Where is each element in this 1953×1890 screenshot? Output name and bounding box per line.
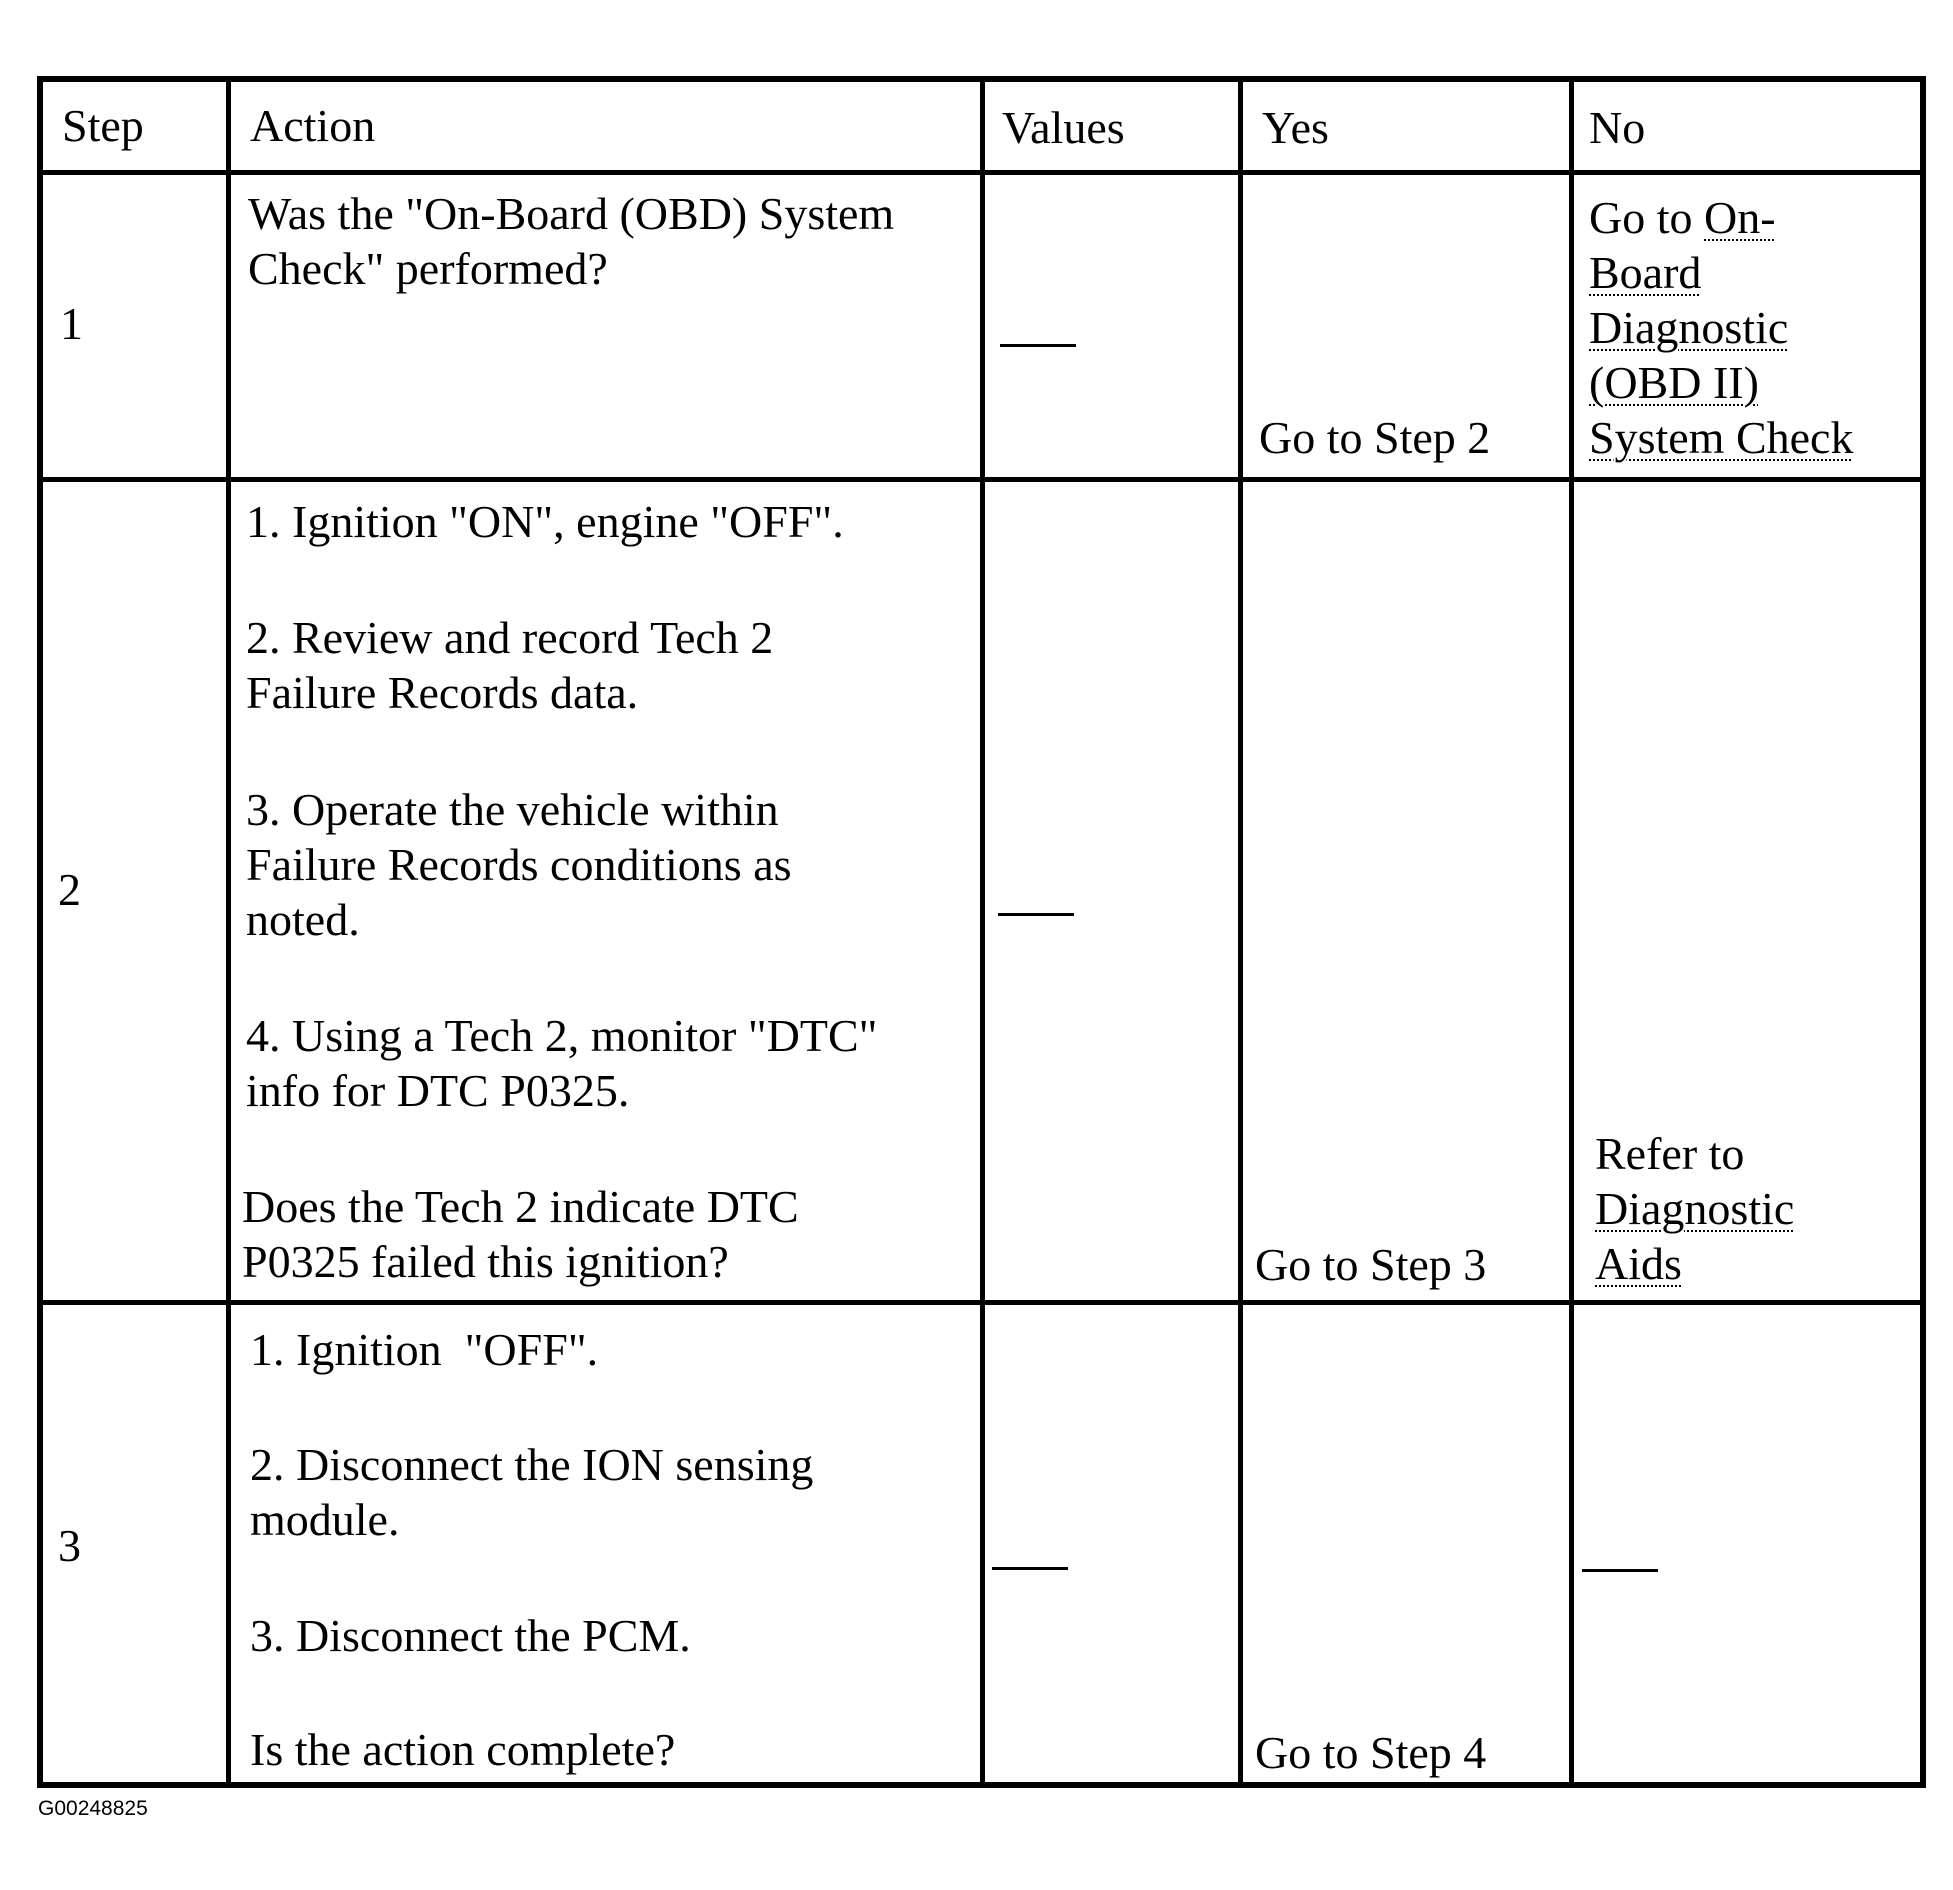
column-divider [980, 82, 985, 1782]
column-divider [1238, 82, 1243, 1782]
action-line: Was the "On-Board (OBD) System [248, 188, 895, 239]
action-line: noted. [246, 894, 360, 945]
column-divider [226, 82, 231, 1782]
no-dash [1582, 1569, 1658, 1572]
values-dash [992, 1567, 1068, 1570]
step-number: 2 [58, 864, 81, 915]
step-number: 1 [60, 298, 83, 349]
no-cell [1589, 190, 1776, 245]
yes-goto: Go to Step 4 [1255, 1727, 1487, 1778]
obd-system-check-link[interactable]: System Check [1589, 412, 1854, 463]
action-line: 1. Ignition "OFF". [250, 1324, 599, 1375]
yes-goto: Go to Step 2 [1259, 412, 1491, 463]
action-line: info for DTC P0325. [246, 1065, 630, 1116]
action-line: Is the action complete? [250, 1724, 676, 1775]
obd-system-check-link[interactable]: On- [1704, 192, 1776, 243]
no-prefix: Go to [1589, 192, 1704, 243]
obd-system-check-link[interactable]: Diagnostic [1589, 302, 1789, 353]
action-line: Failure Records conditions as [246, 839, 792, 890]
action-line: 2. Disconnect the ION sensing [250, 1439, 814, 1490]
step-number: 3 [58, 1520, 81, 1571]
action-line: 3. Disconnect the PCM. [250, 1610, 691, 1661]
diagnostic-aids-link[interactable]: Diagnostic [1595, 1183, 1795, 1234]
header-values: Values [1002, 102, 1125, 153]
obd-system-check-link[interactable]: Board [1589, 247, 1702, 298]
figure-id: G00248825 [38, 1797, 148, 1820]
header-no: No [1589, 102, 1646, 153]
header-step: Step [62, 100, 144, 151]
action-line: Failure Records data. [246, 667, 639, 718]
action-line: 4. Using a Tech 2, monitor "DTC" [246, 1010, 878, 1061]
action-line: 1. Ignition "ON", engine "OFF". [246, 496, 844, 547]
action-line: 3. Operate the vehicle within [246, 784, 779, 835]
yes-goto: Go to Step 3 [1255, 1239, 1487, 1290]
header-action: Action [250, 100, 376, 151]
action-line: Does the Tech 2 indicate DTC [242, 1181, 799, 1232]
diagnostic-aids-link[interactable]: Aids [1595, 1238, 1682, 1289]
action-line: P0325 failed this ignition? [242, 1236, 729, 1287]
values-dash [1000, 344, 1076, 347]
header-yes: Yes [1262, 102, 1329, 153]
no-prefix: Refer to [1595, 1128, 1745, 1179]
action-line: Check" performed? [248, 243, 608, 294]
action-line: module. [250, 1494, 400, 1545]
values-dash [998, 913, 1074, 916]
obd-system-check-link[interactable]: (OBD II) [1589, 357, 1759, 408]
column-divider [1569, 82, 1574, 1782]
action-line: 2. Review and record Tech 2 [246, 612, 774, 663]
